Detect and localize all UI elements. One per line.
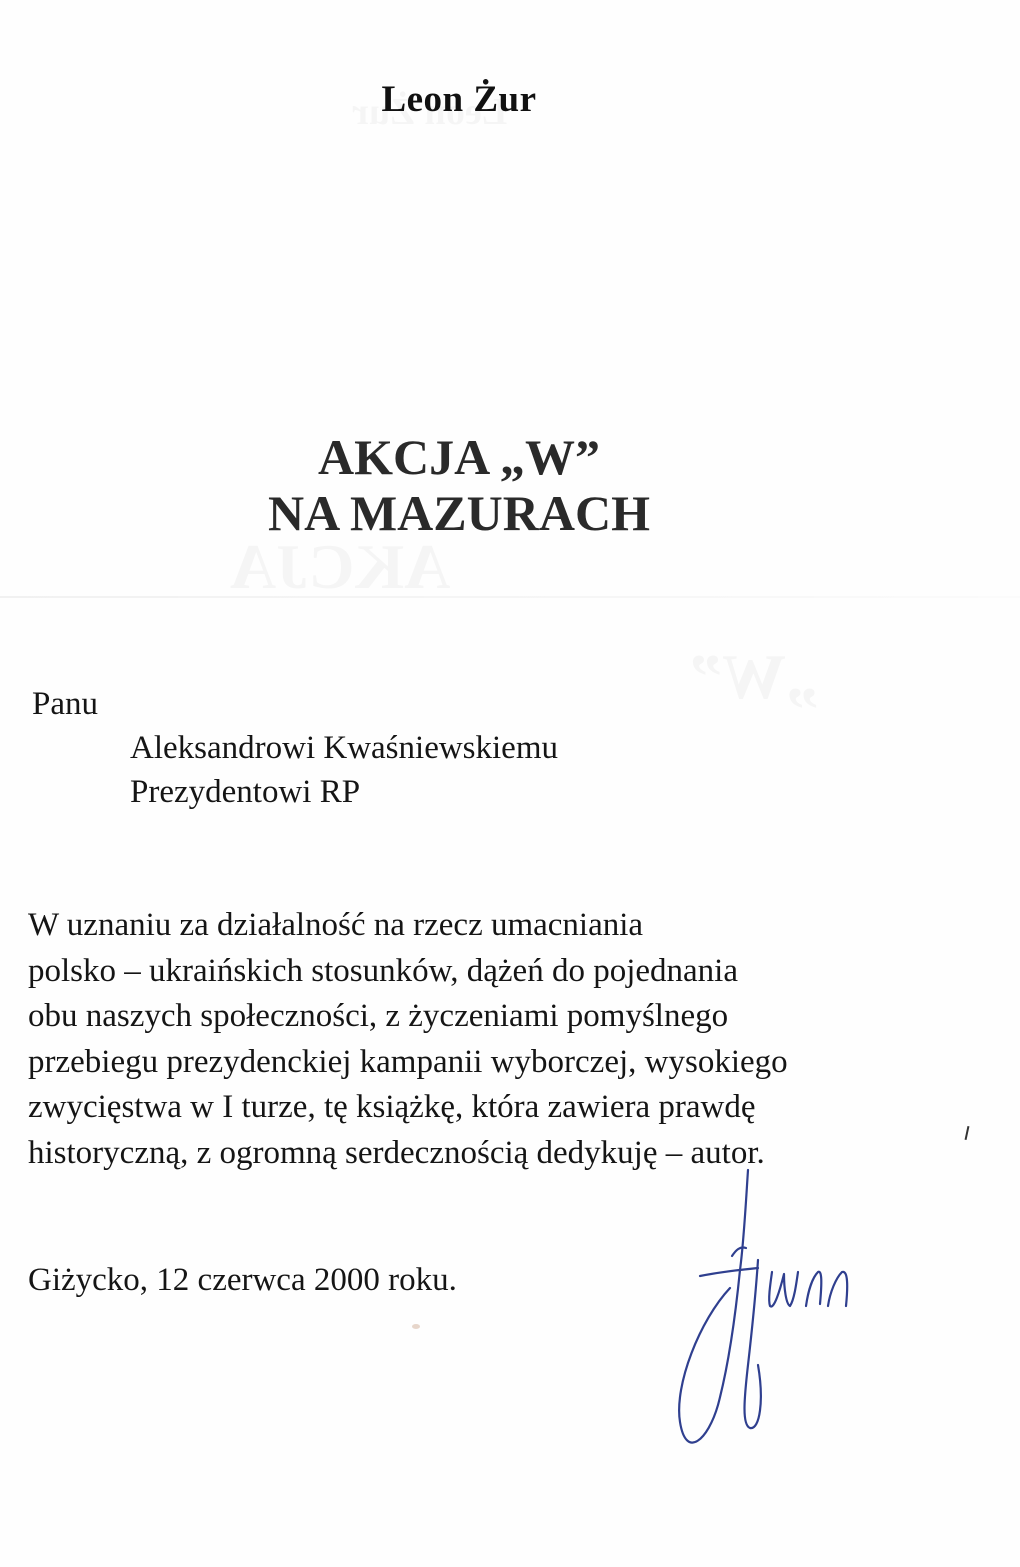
- bleed-through-mark: [690, 640, 818, 714]
- signature-stroke: [806, 1272, 821, 1306]
- salutation: Panu: [32, 686, 98, 722]
- author-name: Leon Żur: [381, 79, 537, 120]
- place-and-date: Giżycko, 12 czerwca 2000 roku.: [28, 1262, 457, 1298]
- recipient-name: Aleksandrowi Kwaśniewskiemu: [130, 730, 559, 766]
- pen-mark: [965, 1126, 970, 1140]
- dedication-line: polsko – ukraińskich stosunków, dążeń do pojednania: [28, 952, 738, 989]
- dedication-line: zwycięstwa w I turze, tę książkę, która zawiera prawdę: [28, 1089, 756, 1125]
- signature-stroke: [700, 1268, 758, 1276]
- signature-stroke: [745, 1260, 761, 1428]
- dedication-line: obu naszych społeczności, z życzeniami pomyślnego: [28, 998, 729, 1034]
- dedication-text: [28, 903, 788, 1176]
- dedication-line: historyczną, z ogromną serdecznością dedykuję – autor.: [28, 1134, 765, 1171]
- signature-stroke: [679, 1170, 748, 1443]
- signature-stroke: [769, 1272, 798, 1307]
- book-title-line-2: NA MAZURACH: [268, 485, 650, 541]
- signature-stroke: [732, 1247, 746, 1256]
- paper-fold-line: [0, 596, 1020, 598]
- dedication-line: przebiegu prezydenckiej kampanii wyborczej, wysokiego: [28, 1043, 788, 1080]
- recipient-title: Prezydentowi RP: [130, 774, 361, 810]
- paper-stain: [412, 1324, 420, 1329]
- signature-stroke: [828, 1272, 847, 1306]
- dedication-line: W uznaniu za działalność na rzecz umacniania: [28, 907, 644, 943]
- book-title-line-1: AKCJA „W”: [318, 429, 600, 485]
- bleed-through-mark: [230, 530, 450, 604]
- handwritten-signature: [660, 1160, 880, 1480]
